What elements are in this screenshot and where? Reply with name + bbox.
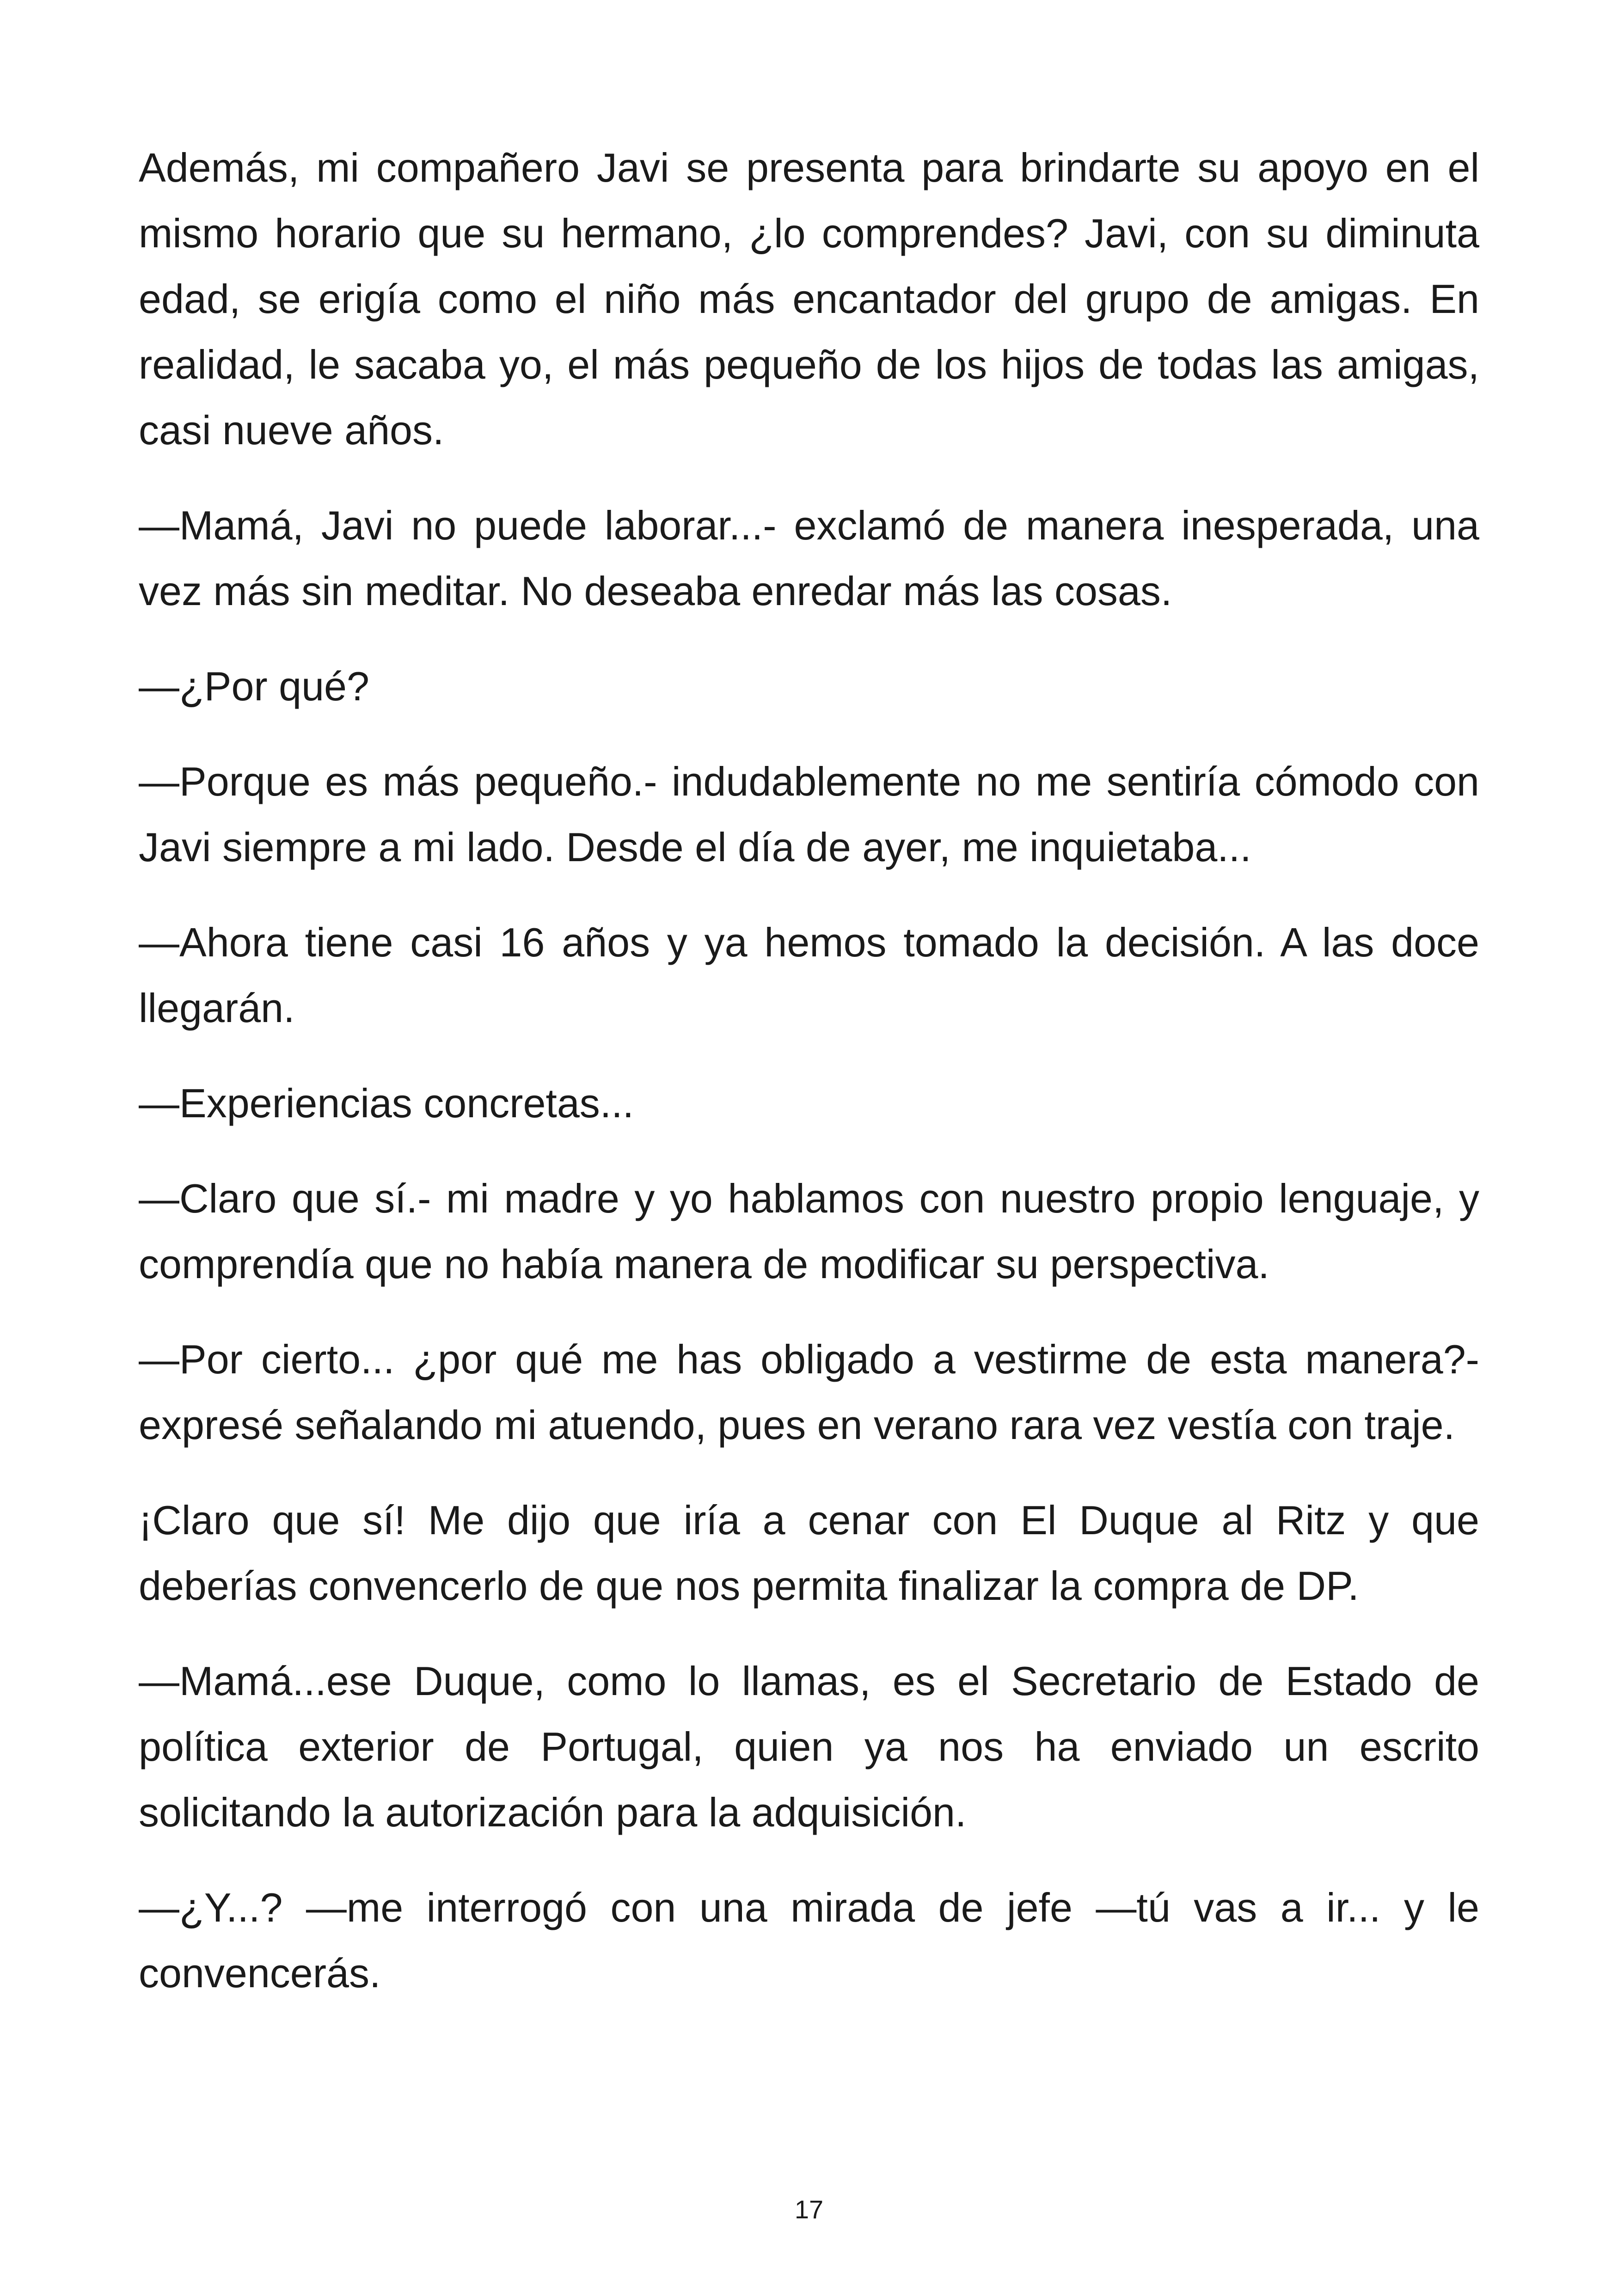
page-number: 17 bbox=[794, 2195, 824, 2224]
paragraph: —Por cierto... ¿por qué me has obligado a vestirme de esta manera?- expresé señalando mi atuendo, pues en verano rara vez vestía con traje. bbox=[139, 1336, 1479, 1448]
paragraph: —Experiencias concretas... bbox=[139, 1080, 634, 1126]
paragraph: —Mamá, Javi no puede laborar...- exclamó de manera inesperada, una vez más sin meditar. No deseaba enredar más las cosas. bbox=[139, 502, 1479, 614]
paragraph: —Mamá...ese Duque, como lo llamas, es el Secretario de Estado de política exterior de Portugal, quien ya nos ha enviado un escrito solicitando la autorización para la adquisición. bbox=[139, 1658, 1479, 1835]
paragraph: —Porque es más pequeño.- indudablemente no me sentiría cómodo con Javi siempre a mi lado. Desde el día de ayer, me inquietaba... bbox=[139, 759, 1479, 870]
paragraph: —Claro que sí.- mi madre y yo hablamos con nuestro propio lenguaje, y comprendía que no había manera de modificar su perspectiva. bbox=[139, 1176, 1479, 1287]
paragraph: ¡Claro que sí! Me dijo que iría a cenar con El Duque al Ritz y que deberías convencerlo de que nos permita finalizar la compra de DP. bbox=[139, 1497, 1479, 1609]
paragraph: —¿Y...? —me interrogó con una mirada de jefe —tú vas a ir... y le convencerás. bbox=[139, 1885, 1479, 1996]
body-text bbox=[139, 135, 1479, 2036]
paragraph: —¿Por qué? bbox=[139, 663, 369, 709]
paragraph: Además, mi compañero Javi se presenta para brindarte su apoyo en el mismo horario que su hermano, ¿lo comprendes? Javi, con su diminuta edad, se erigía como el niño más encantador del grupo de amigas. En realidad, le sacaba yo, el más pequeño de los hijos de todas las amigas, casi nueve años. bbox=[139, 145, 1479, 453]
paragraph: —Ahora tiene casi 16 años y ya hemos tomado la decisión. A las doce llegarán. bbox=[139, 919, 1479, 1031]
